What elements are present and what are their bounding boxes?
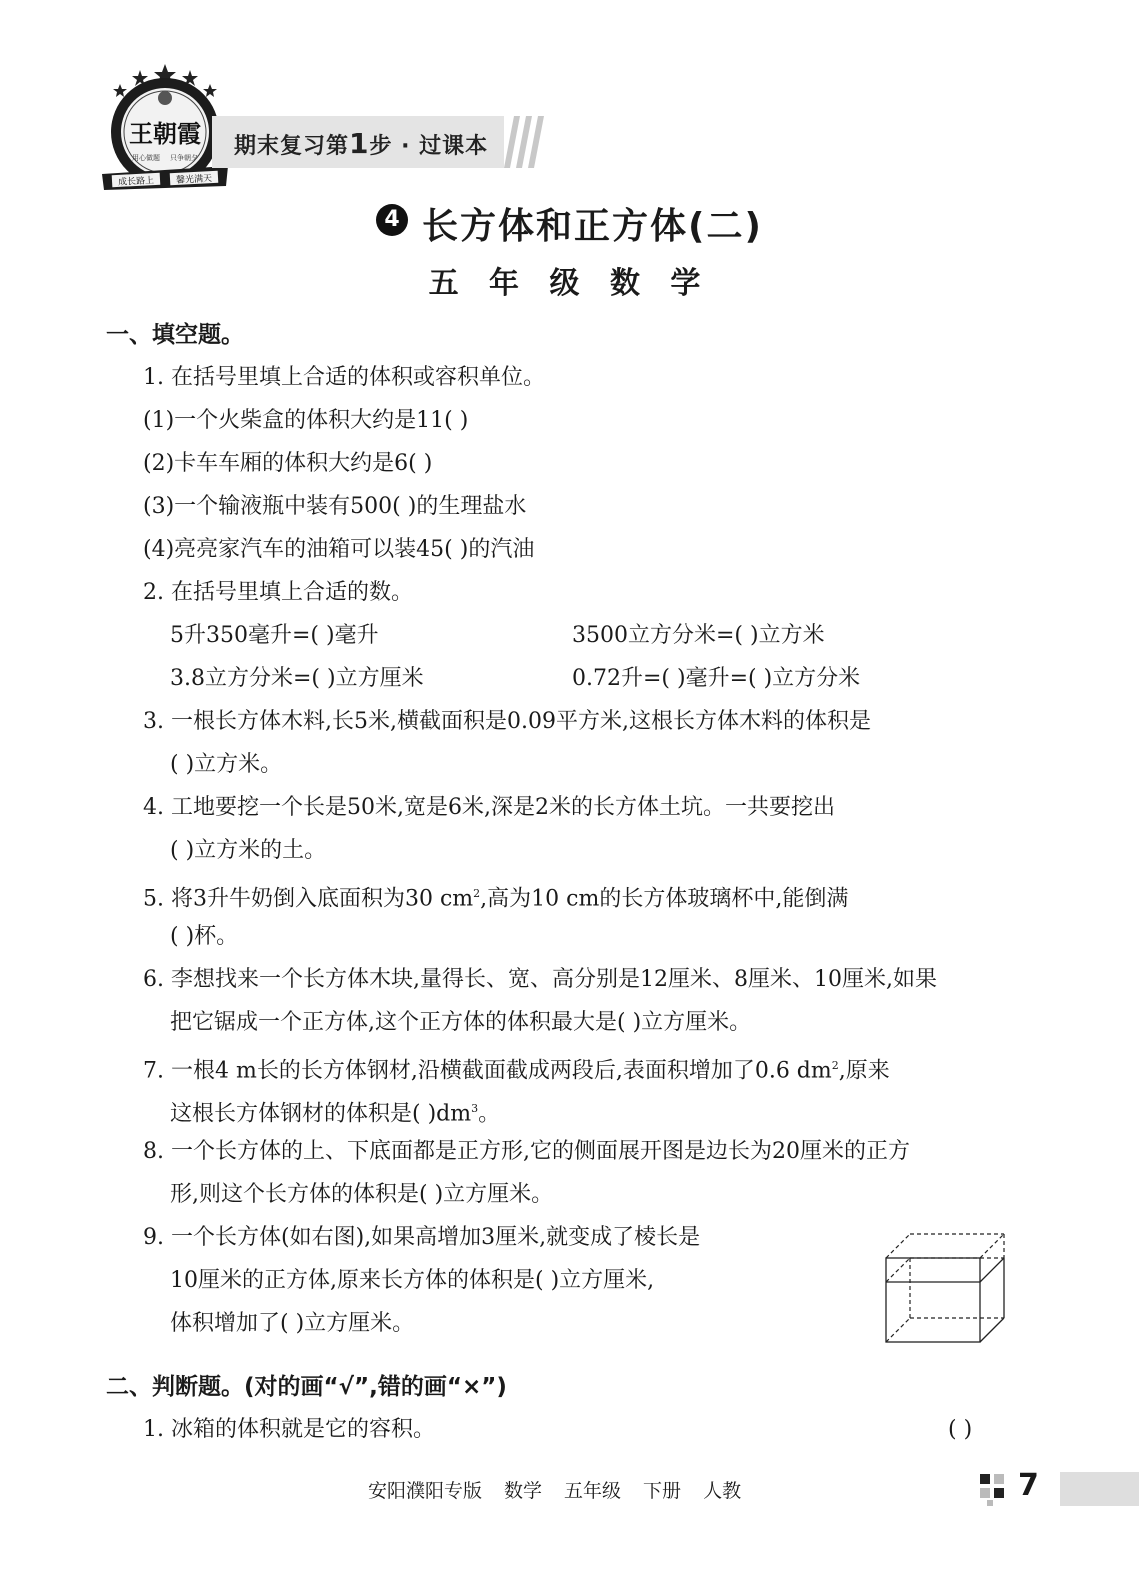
header-banner [212, 116, 550, 168]
q7-sup-1: 2 [831, 1059, 839, 1072]
svg-text:成长路上: 成长路上 [117, 176, 155, 188]
q5-sup: 2 [473, 887, 481, 900]
q1-item-2: (2)卡车车厢的体积大约是6( ) [143, 451, 433, 476]
q5-line1-a: 5. 将3升牛奶倒入底面积为30 cm [143, 886, 474, 912]
brand-logo [100, 62, 230, 194]
footer-grade: 五年级 [564, 1480, 622, 1502]
q7-line2-a: 这根长方体钢材的体积是( )dm [170, 1101, 472, 1127]
q7-line1 [143, 1051, 890, 1086]
q2-c: 3.8立方分米=( )立方厘米 [170, 666, 424, 691]
subtitle: 五 年 级 数 学 [428, 266, 711, 301]
q7-sup-2: 3 [471, 1102, 479, 1115]
footer-subject: 数学 [504, 1480, 543, 1502]
title-text: 长方体和正方体(二) [422, 206, 763, 247]
title-number-badge: 4 [376, 204, 408, 236]
q1-item-1: (1)一个火柴盒的体积大约是11( ) [143, 408, 469, 433]
footer-info [368, 1476, 763, 1503]
q6-line1: 6. 李想找来一个长方体木块,量得长、宽、高分别是12厘米、8厘米、10厘米,如果 [143, 967, 937, 992]
q5-line1-b: ,高为10 cm的长方体玻璃杯中,能倒满 [480, 886, 849, 912]
cuboid-figure [880, 1224, 1010, 1348]
page-number: 7 [1018, 1468, 1039, 1503]
q2-d: 0.72升=( )毫升=( )立方分米 [572, 666, 861, 691]
judge-q1-answer-paren: ( ) [948, 1417, 973, 1442]
footer-publisher: 人教 [703, 1480, 742, 1502]
judge-q1: 1. 冰箱的体积就是它的容积。 [143, 1417, 435, 1442]
footer-edition: 安阳濮阳专版 [368, 1480, 483, 1502]
banner-stripes [504, 116, 550, 168]
q8-line2: 形,则这个长方体的体积是( )立方厘米。 [170, 1182, 554, 1207]
q4-line1: 4. 工地要挖一个长是50米,宽是6米,深是2米的长方体土坑。一共要挖出 [143, 795, 835, 820]
page-title [0, 198, 1139, 249]
q1-item-3: (3)一个输液瓶中装有500( )的生理盐水 [143, 494, 527, 519]
q3-line2: ( )立方米。 [170, 752, 283, 777]
page-bar [1060, 1472, 1139, 1506]
q5-line1 [143, 879, 848, 914]
section2-heading: 二、判断题。(对的画“√”,错的画“×”) [106, 1374, 507, 1400]
q9-line1: 9. 一个长方体(如右图),如果高增加3厘米,就变成了棱长是 [143, 1225, 701, 1250]
q3-line1: 3. 一根长方体木料,长5米,横截面积是0.09平方米,这根长方体木料的体积是 [143, 709, 871, 734]
banner-post: 步 · 过课本 [369, 134, 489, 159]
q2-b: 3500立方分米=( )立方米 [572, 623, 825, 648]
svg-text:馨光满天: 馨光满天 [175, 174, 213, 186]
section1-heading: 一、填空题。 [106, 322, 244, 348]
svg-text:用心做题: 用心做题 [132, 154, 160, 162]
q2-stem: 2. 在括号里填上合适的数。 [143, 580, 413, 605]
banner-pre: 期末复习第 [234, 134, 350, 159]
banner-text [234, 127, 488, 160]
q1-item-4: (4)亮亮家汽车的油箱可以装45( )的汽油 [143, 537, 535, 562]
q6-line2: 把它锯成一个正方体,这个正方体的体积最大是( )立方厘米。 [170, 1010, 752, 1035]
q2-a: 5升350毫升=( )毫升 [170, 623, 379, 648]
q9-line3: 体积增加了( )立方厘米。 [170, 1311, 415, 1336]
svg-text:王朝霞: 王朝霞 [129, 119, 201, 148]
q5-line2: ( )杯。 [170, 924, 239, 949]
q4-line2: ( )立方米的土。 [170, 838, 327, 863]
banner-step-number: 1 [349, 127, 370, 160]
q7-line1-b: ,原来 [838, 1058, 890, 1084]
q1-stem: 1. 在括号里填上合适的体积或容积单位。 [143, 365, 545, 390]
footer-term: 下册 [643, 1480, 682, 1502]
q9-line2: 10厘米的正方体,原来长方体的体积是( )立方厘米, [170, 1268, 655, 1293]
page-decoration [978, 1470, 1018, 1508]
q8-line1: 8. 一个长方体的上、下底面都是正方形,它的侧面展开图是边长为20厘米的正方 [143, 1139, 910, 1164]
q7-line2-b: 。 [478, 1101, 501, 1127]
q7-line2 [170, 1094, 500, 1129]
q7-line1-a: 7. 一根4 m长的长方体钢材,沿横截面截成两段后,表面积增加了0.6 dm [143, 1058, 832, 1084]
svg-text:只争朝夕: 只争朝夕 [170, 154, 198, 162]
